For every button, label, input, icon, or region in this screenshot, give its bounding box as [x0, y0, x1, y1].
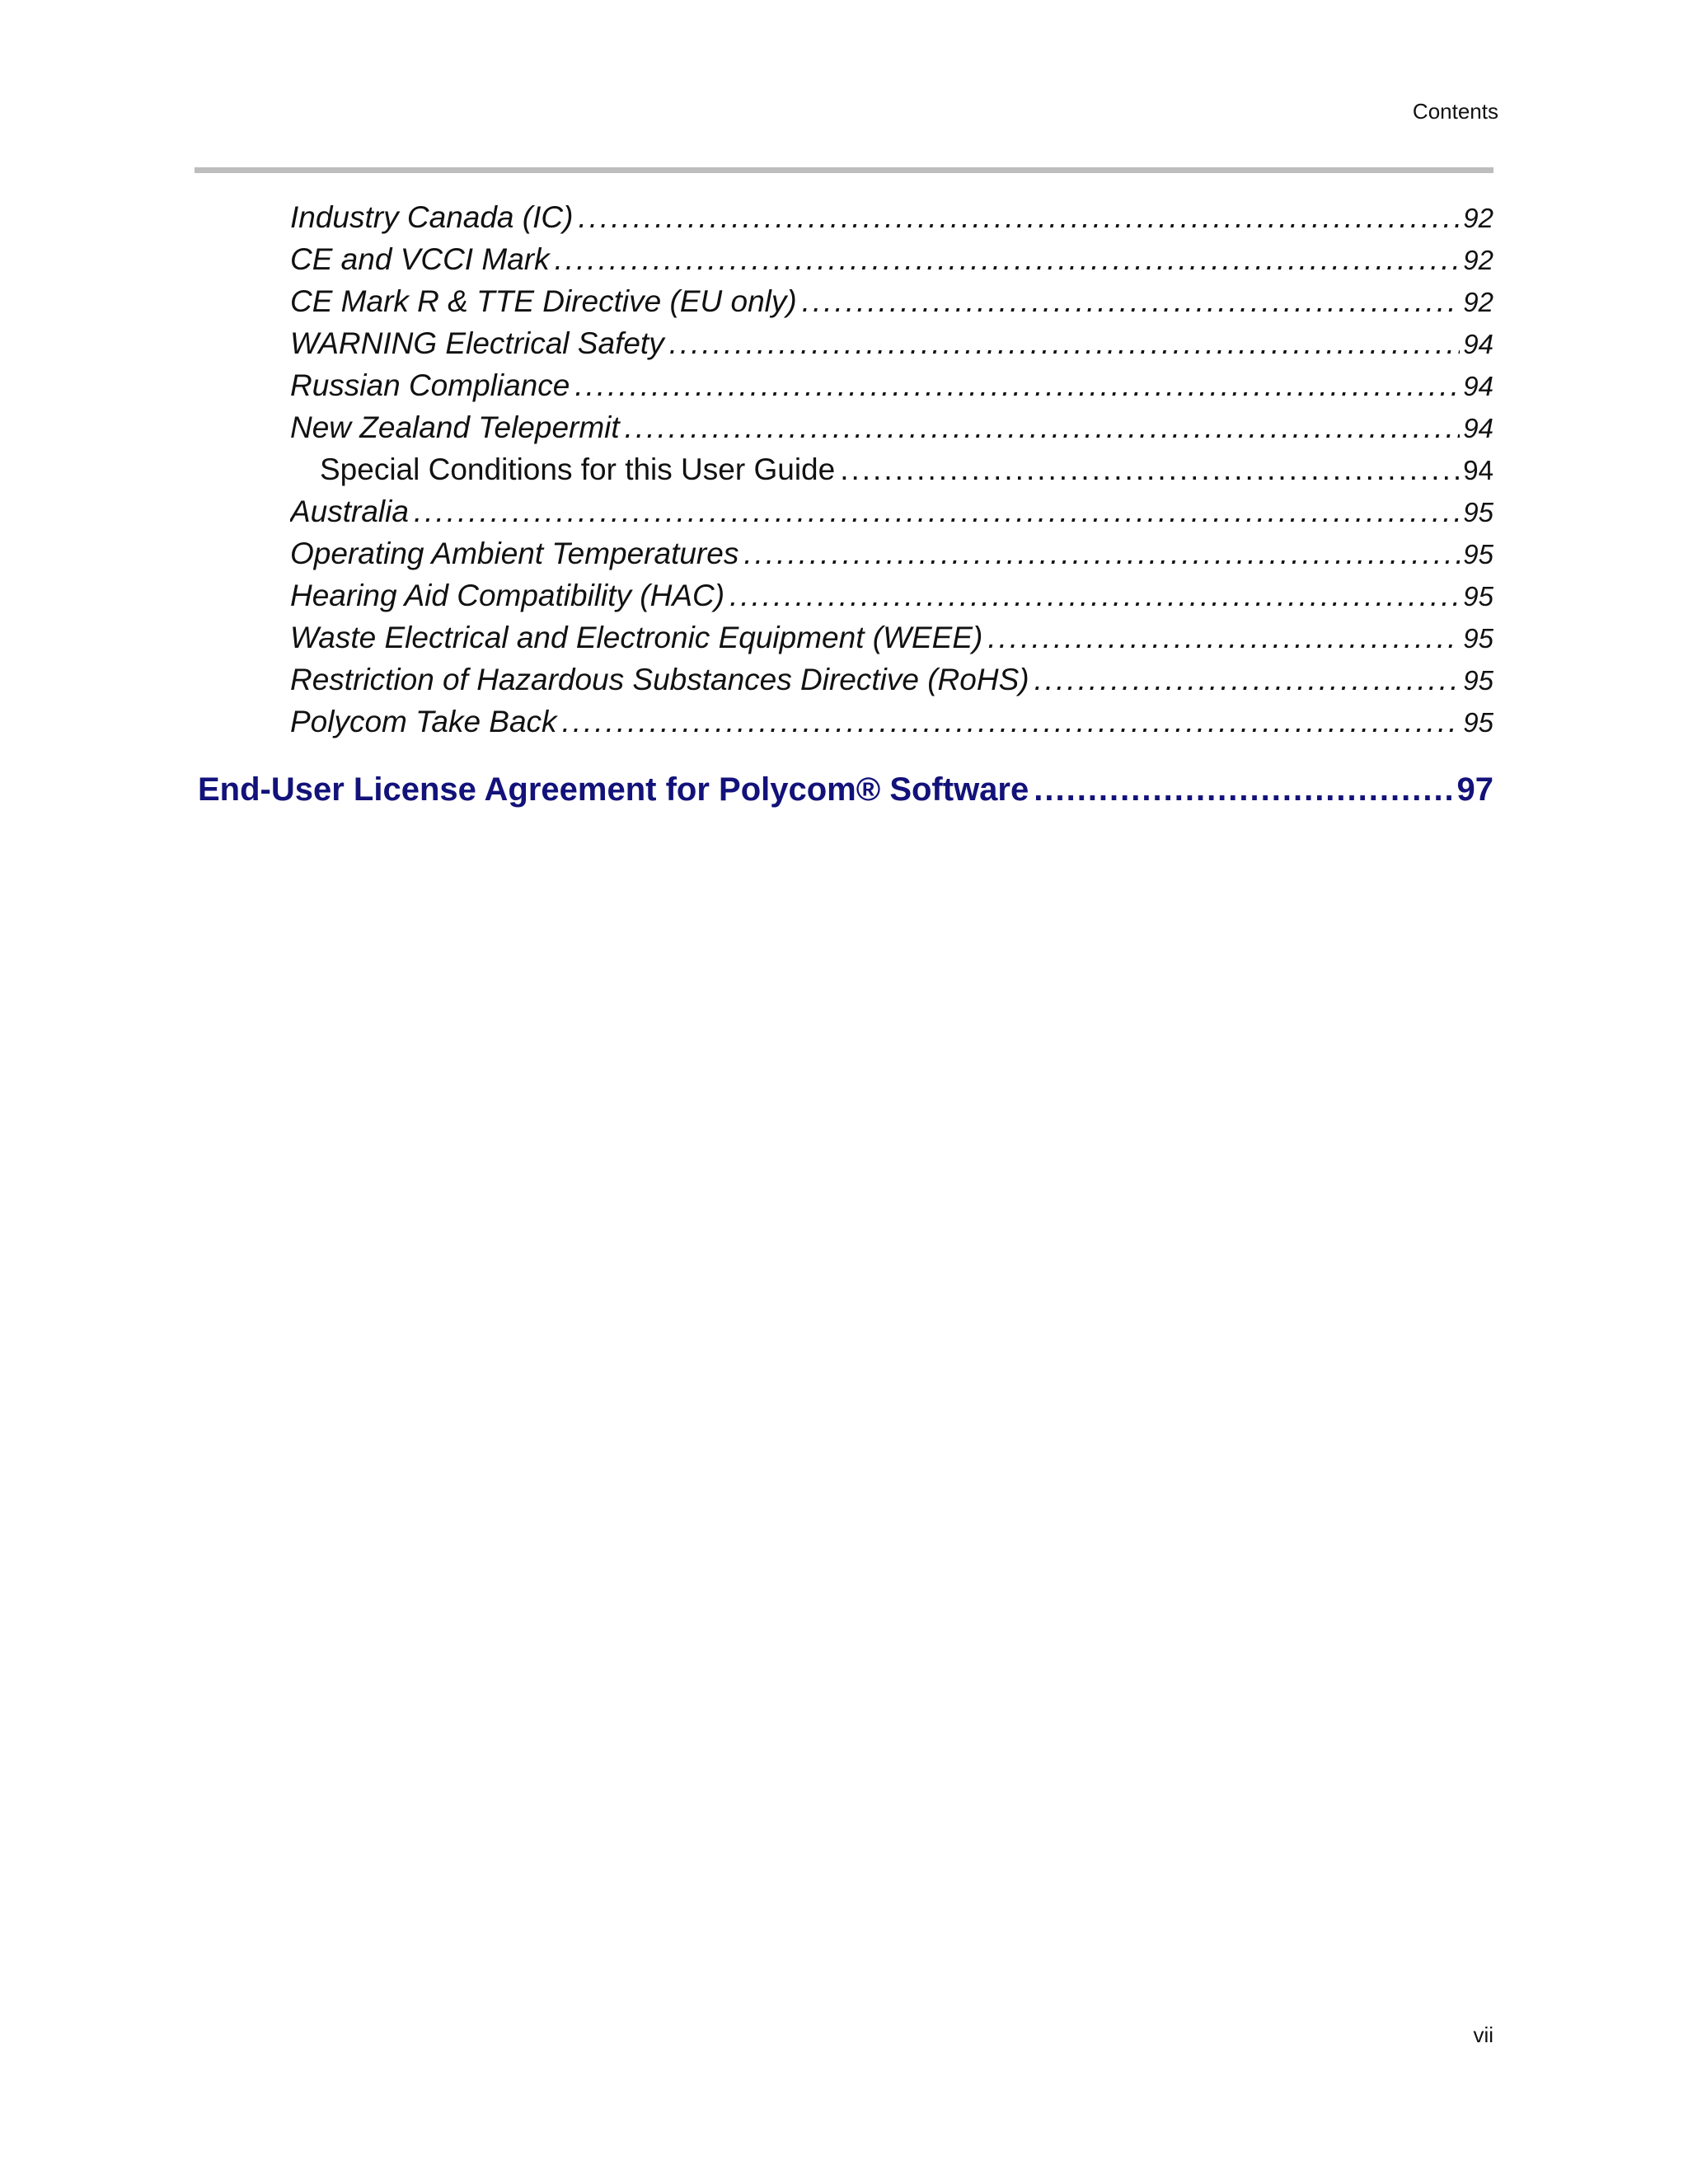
- toc-entry-title: Waste Electrical and Electronic Equipment (WEEE): [290, 621, 983, 654]
- toc-entry-take-back[interactable]: [290, 701, 1493, 743]
- dot-leader: [578, 196, 1460, 239]
- toc-entry-title: Restriction of Hazardous Substances Directive (RoHS): [290, 663, 1029, 696]
- dot-leader: [802, 280, 1461, 323]
- page-number: vii: [1473, 2022, 1493, 2047]
- toc-entry-rohs[interactable]: [290, 658, 1493, 701]
- toc-entry-russian-compliance[interactable]: [290, 364, 1493, 407]
- toc-chapter-title: End-User License Agreement for Polycom® Software: [198, 771, 1029, 808]
- toc-entry-ce-vcci-mark[interactable]: [290, 238, 1493, 281]
- toc-entry-title: CE Mark R & TTE Directive (EU only): [290, 284, 797, 318]
- toc-entry-hearing-aid[interactable]: [290, 574, 1493, 617]
- toc-entry-title: Industry Canada (IC): [290, 200, 574, 234]
- toc-entry-title: Australia: [290, 494, 409, 528]
- toc-entry-page: 95: [1463, 665, 1493, 696]
- toc-entry-ce-mark-rtte[interactable]: [290, 280, 1493, 323]
- header-rule: [195, 167, 1493, 173]
- dot-leader: [414, 490, 1460, 533]
- toc-entry-page: 92: [1463, 203, 1493, 233]
- toc-entry-australia[interactable]: [290, 490, 1493, 533]
- toc-entry-title: New Zealand Telepermit: [290, 410, 620, 444]
- dot-leader: [743, 532, 1460, 575]
- toc-chapter-page: 97: [1456, 771, 1493, 808]
- toc-entry-page: 92: [1463, 287, 1493, 317]
- dot-leader: [729, 574, 1460, 617]
- toc-entry-page: 95: [1463, 581, 1493, 612]
- dot-leader: [987, 616, 1460, 659]
- dot-leader: [625, 406, 1461, 449]
- running-header: Contents: [1412, 99, 1498, 124]
- toc-entry-title: CE and VCCI Mark: [290, 242, 550, 276]
- dot-leader: [1034, 658, 1461, 701]
- toc-entry-page: 95: [1463, 539, 1493, 569]
- toc-entry-title: Russian Compliance: [290, 368, 570, 402]
- dot-leader: [1034, 766, 1453, 809]
- toc-entry-industry-canada[interactable]: [290, 196, 1493, 239]
- toc-entry-page: 94: [1463, 371, 1493, 401]
- toc-entry-page: 95: [1463, 497, 1493, 527]
- toc-entry-title: Polycom Take Back: [290, 705, 557, 738]
- toc-entry-page: 94: [1463, 455, 1493, 485]
- toc-entry-special-conditions[interactable]: [320, 448, 1493, 491]
- toc-entry-title: Hearing Aid Compatibility (HAC): [290, 579, 725, 612]
- toc-entry-title: Special Conditions for this User Guide: [320, 452, 836, 486]
- dot-leader: [574, 364, 1460, 407]
- dot-leader: [562, 701, 1461, 743]
- toc-entry-page: 95: [1463, 623, 1493, 654]
- toc-entry-ambient-temperatures[interactable]: [290, 532, 1493, 575]
- dot-leader: [840, 448, 1460, 491]
- dot-leader: [555, 238, 1461, 281]
- toc-entry-weee[interactable]: [290, 616, 1493, 659]
- toc-entry-page: 95: [1463, 707, 1493, 738]
- toc-entry-title: Operating Ambient Temperatures: [290, 537, 739, 570]
- toc-entry-page: 94: [1463, 329, 1493, 359]
- toc-entry-page: 94: [1463, 413, 1493, 443]
- toc-entry-page: 92: [1463, 245, 1493, 275]
- toc-entry-electrical-safety[interactable]: [290, 322, 1493, 365]
- toc-entry-nz-telepermit[interactable]: [290, 406, 1493, 449]
- dot-leader: [669, 322, 1461, 365]
- toc-entry-title: WARNING Electrical Safety: [290, 326, 664, 360]
- toc-chapter-eula[interactable]: [198, 766, 1493, 809]
